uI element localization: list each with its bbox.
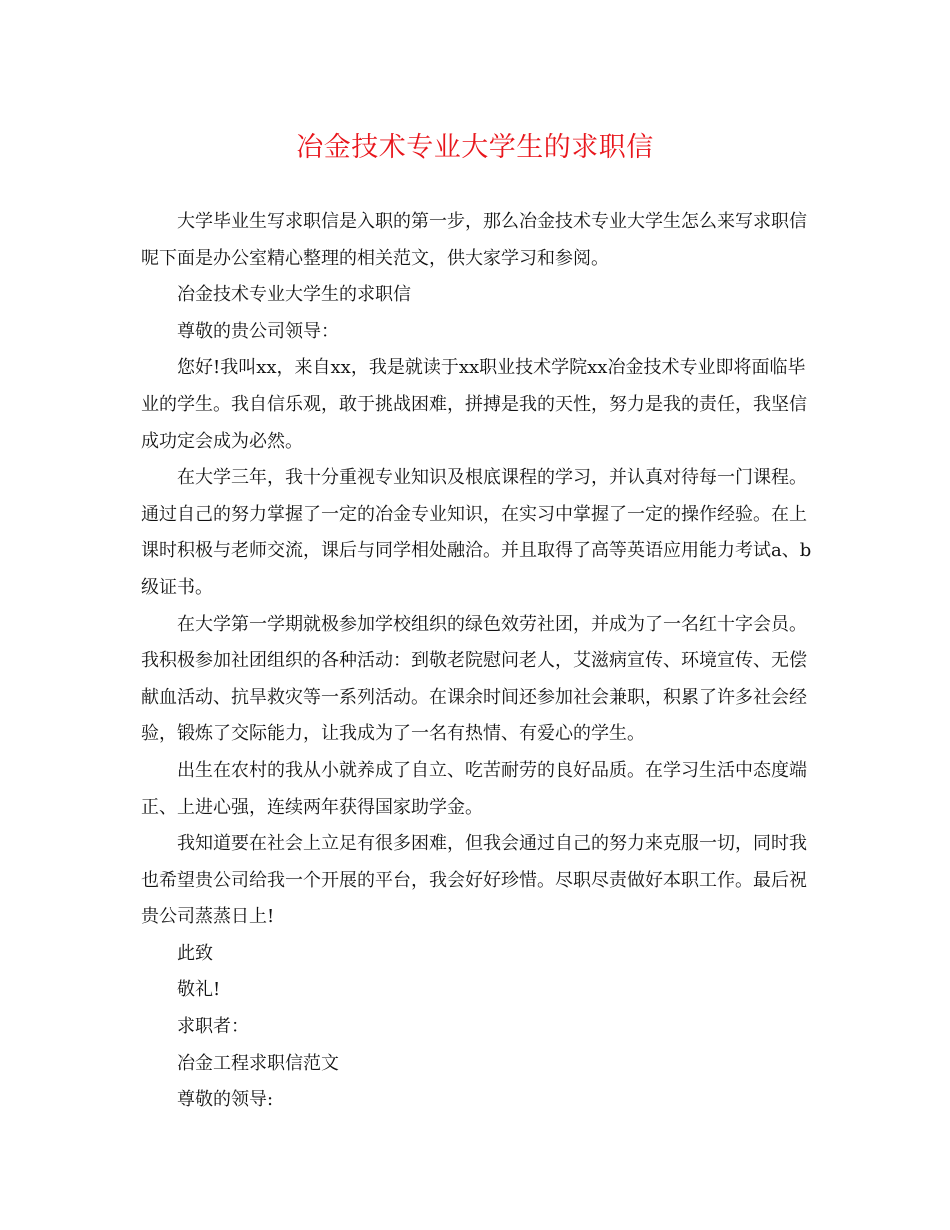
paragraph-activities: 在大学第一学期就极参加学校组织的绿色效劳社团，并成为了一名红十字会员。我积极参加社团组织的各种活动：到敬老院慰问老人，艾滋病宣传、环境宣传、无偿献血活动、抗旱救灾等一系列活动。在课余时间还参加社会兼职，积累了许多社会经验，锻炼了交际能力，让我成为了一名有热情、有爱心的学生。 [141,613,807,745]
paragraph-closing: 我知道要在社会上立足有很多困难，但我会通过自己的努力来克服一切，同时我也希望贵公司给我一个开展的平台，我会好好珍惜。尽职尽责做好本职工作。最后祝贵公司蒸蒸日上! [141,833,807,928]
paragraph-letter-heading: 冶金技术专业大学生的求职信 [177,284,411,306]
document-title: 冶金技术专业大学生的求职信 [296,132,654,163]
paragraph-studies: 在大学三年，我十分重视专业知识及根底课程的学习，并认真对待每一门课程。通过自己的努力掌握了一定的冶金专业知识，在实习中掌握了一定的操作经验。在上课时积极与老师交流，课后与同学相处融洽。并且取得了高等英语应用能力考试a、b级证书。 [141,467,812,598]
paragraph-second-salutation: 尊敬的领导: [177,1089,274,1111]
paragraph-second-letter-heading: 冶金工程求职信范文 [177,1052,339,1074]
paragraph-jingli: 敬礼! [177,979,221,1001]
paragraph-cizhi: 此致 [177,942,213,964]
document-body [141,204,813,1119]
paragraph-intro: 大学毕业生写求职信是入职的第一步，那么冶金技术专业大学生怎么来写求职信呢下面是办公室精心整理的相关范文，供大家学习和参阅。 [141,211,807,269]
paragraph-applicant: 求职者： [177,1016,249,1038]
paragraph-salutation: 尊敬的贵公司领导： [177,320,339,342]
paragraph-self-introduction: 您好!我叫xx，来自xx，我是就读于xx职业技术学院xx冶金技术专业即将面临毕业的学生。我自信乐观，敢于挑战困难，拼搏是我的天性，努力是我的责任，我坚信成功定会成为必然。 [141,357,807,452]
paragraph-character: 出生在农村的我从小就养成了自立、吃苦耐劳的良好品质。在学习生活中态度端正、上进心强，连续两年获得国家助学金。 [141,759,807,818]
